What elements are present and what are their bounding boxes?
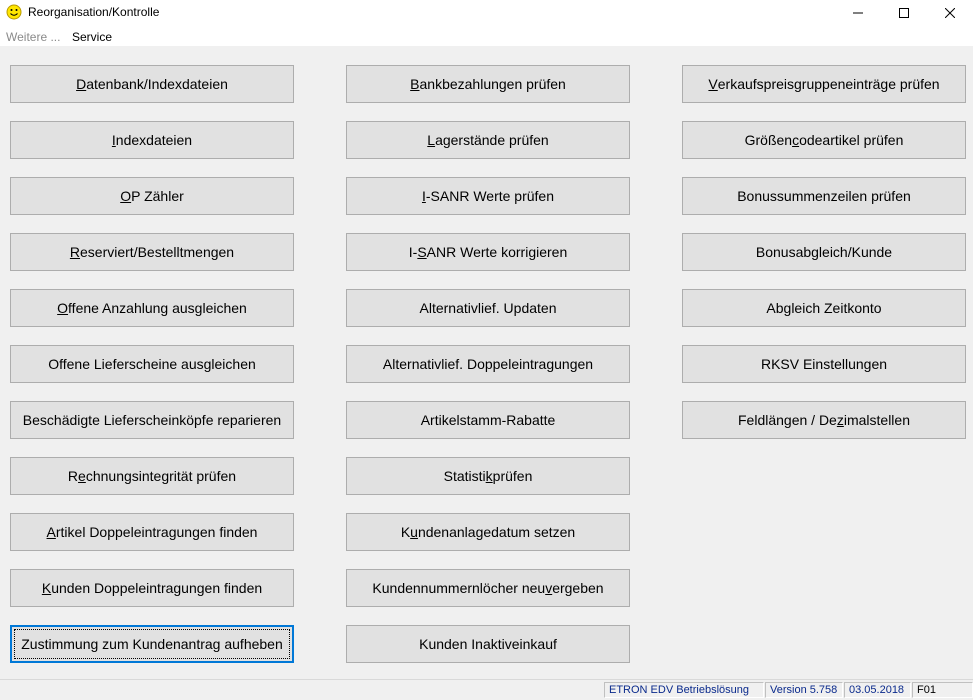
button-label-ul: c xyxy=(792,132,800,148)
button-c2-r4[interactable] xyxy=(682,289,966,327)
button-c0-r9[interactable] xyxy=(10,569,294,607)
button-c0-r4[interactable] xyxy=(10,289,294,327)
button-c2-r2[interactable] xyxy=(682,177,966,215)
button-label-ul: R xyxy=(69,244,81,260)
button-label-pre: I- xyxy=(408,244,418,260)
button-label-post: imalstellen xyxy=(843,412,910,428)
button-label-pre: RKSV Einstellungen xyxy=(760,356,888,372)
button-label-pre: Beschädigte Lieferscheinköpfe reparieren xyxy=(22,412,282,428)
button-c1-r0[interactable] xyxy=(346,65,630,103)
button-c0-r8[interactable] xyxy=(10,513,294,551)
button-c1-r6[interactable] xyxy=(346,401,630,439)
button-label-ul: O xyxy=(57,300,69,316)
smiley-app-icon xyxy=(6,4,22,20)
button-c2-r6[interactable] xyxy=(682,401,966,439)
button-label-post: rtikel Doppeleintragungen finden xyxy=(55,524,258,540)
button-label-pre: Bonusabgleich/Kunde xyxy=(755,244,893,260)
maximize-button[interactable] xyxy=(881,0,927,26)
button-label-ul: S xyxy=(417,244,427,260)
button-label-pre: Kundennummernlöcher neu xyxy=(372,580,546,596)
button-label-post: P Zähler xyxy=(131,188,184,204)
button-label-post: unden Doppeleintragungen finden xyxy=(51,580,263,596)
button-c1-r7[interactable] xyxy=(346,457,630,495)
button-c1-r10[interactable] xyxy=(346,625,630,663)
menu-service[interactable]: Service xyxy=(72,30,113,44)
button-label-pre: Zustimmung zum Kundenantrag aufheben xyxy=(21,636,283,652)
title-bar xyxy=(0,0,973,26)
button-label-ul: v xyxy=(545,580,553,596)
button-label-ul: u xyxy=(410,524,418,540)
window-title: Reorganisation/Kontrolle xyxy=(28,5,160,19)
button-c2-r0[interactable] xyxy=(682,65,966,103)
button-c0-r2[interactable] xyxy=(10,177,294,215)
button-c1-r8[interactable] xyxy=(346,513,630,551)
button-label-post: erkaufspreisgruppeneinträge prüfen xyxy=(717,76,940,92)
button-label-ul: V xyxy=(708,76,718,92)
button-c2-r1[interactable] xyxy=(682,121,966,159)
status-company: ETRON EDV Betriebslösung xyxy=(604,682,764,698)
button-c1-r2[interactable] xyxy=(346,177,630,215)
button-label-pre: K xyxy=(400,524,411,540)
button-label-pre: Bonussummenzeilen prüfen xyxy=(737,188,911,204)
button-label-pre: Alternativlief. Updaten xyxy=(419,300,557,316)
menu-weitere[interactable]: Weitere ... xyxy=(6,30,61,44)
button-label-post: atenbank/Indexdateien xyxy=(86,76,228,92)
button-c2-r3[interactable] xyxy=(682,233,966,271)
button-label-pre: Kunden Inaktiveinkauf xyxy=(419,636,557,652)
status-date: 03.05.2018 xyxy=(844,682,911,698)
status-version: Version 5.758 xyxy=(765,682,843,698)
button-c0-r1[interactable] xyxy=(10,121,294,159)
menu-bar xyxy=(0,26,973,46)
button-label-post: ANR Werte korrigieren xyxy=(426,244,568,260)
button-label-post: chnungsintegrität prüfen xyxy=(85,468,237,484)
status-code: F01 xyxy=(912,682,973,698)
button-c0-r7[interactable] xyxy=(10,457,294,495)
button-label-post: ergeben xyxy=(552,580,604,596)
button-c0-r0[interactable] xyxy=(10,65,294,103)
maximize-icon xyxy=(899,8,909,18)
button-label-ul: K xyxy=(41,580,52,596)
button-c0-r3[interactable] xyxy=(10,233,294,271)
button-label-post: ffene Anzahlung ausgleichen xyxy=(68,300,247,316)
button-label-pre: Artikelstamm-Rabatte xyxy=(420,412,556,428)
button-label-pre: Abgleich Zeitkonto xyxy=(766,300,882,316)
button-label-ul: e xyxy=(78,468,86,484)
button-label-ul: k xyxy=(485,468,493,484)
button-label-post: -SANR Werte prüfen xyxy=(425,188,554,204)
button-label-ul: I xyxy=(111,132,116,148)
button-label-post: agerstände prüfen xyxy=(435,132,549,148)
status-bar xyxy=(0,679,973,700)
minimize-button[interactable] xyxy=(835,0,881,26)
button-label-ul: D xyxy=(76,76,87,92)
minimize-icon xyxy=(853,8,863,18)
button-c1-r3[interactable] xyxy=(346,233,630,271)
button-label-ul: O xyxy=(120,188,132,204)
button-label-post: prüfen xyxy=(492,468,533,484)
button-label-ul: L xyxy=(427,132,436,148)
button-panel xyxy=(0,46,973,679)
button-c1-r4[interactable] xyxy=(346,289,630,327)
button-c1-r5[interactable] xyxy=(346,345,630,383)
close-button[interactable] xyxy=(927,0,973,26)
button-label-ul: A xyxy=(46,524,56,540)
button-c1-r9[interactable] xyxy=(346,569,630,607)
button-label-post: ankbezahlungen prüfen xyxy=(419,76,566,92)
button-label-pre: Offene Lieferscheine ausgleichen xyxy=(48,356,256,372)
button-c2-r5[interactable] xyxy=(682,345,966,383)
button-label-pre: Feldlängen / De xyxy=(738,412,837,428)
button-c0-r5[interactable] xyxy=(10,345,294,383)
button-label-pre: Alternativlief. Doppeleintragungen xyxy=(382,356,594,372)
close-icon xyxy=(945,8,955,18)
button-label-post: ndenanlagedatum setzen xyxy=(417,524,576,540)
button-c0-r10[interactable] xyxy=(10,625,294,663)
button-label-pre: Größen xyxy=(744,132,793,148)
button-c0-r6[interactable] xyxy=(10,401,294,439)
button-label-ul: B xyxy=(410,76,420,92)
button-label-post: odeartikel prüfen xyxy=(799,132,904,148)
button-label-ul: I xyxy=(421,188,426,204)
button-label-pre: Statisti xyxy=(443,468,486,484)
button-label-post: eserviert/Bestelltmengen xyxy=(80,244,235,260)
button-label-pre: R xyxy=(67,468,79,484)
button-label-post: ndexdateien xyxy=(115,132,193,148)
button-label-ul: z xyxy=(836,412,844,428)
button-c1-r1[interactable] xyxy=(346,121,630,159)
